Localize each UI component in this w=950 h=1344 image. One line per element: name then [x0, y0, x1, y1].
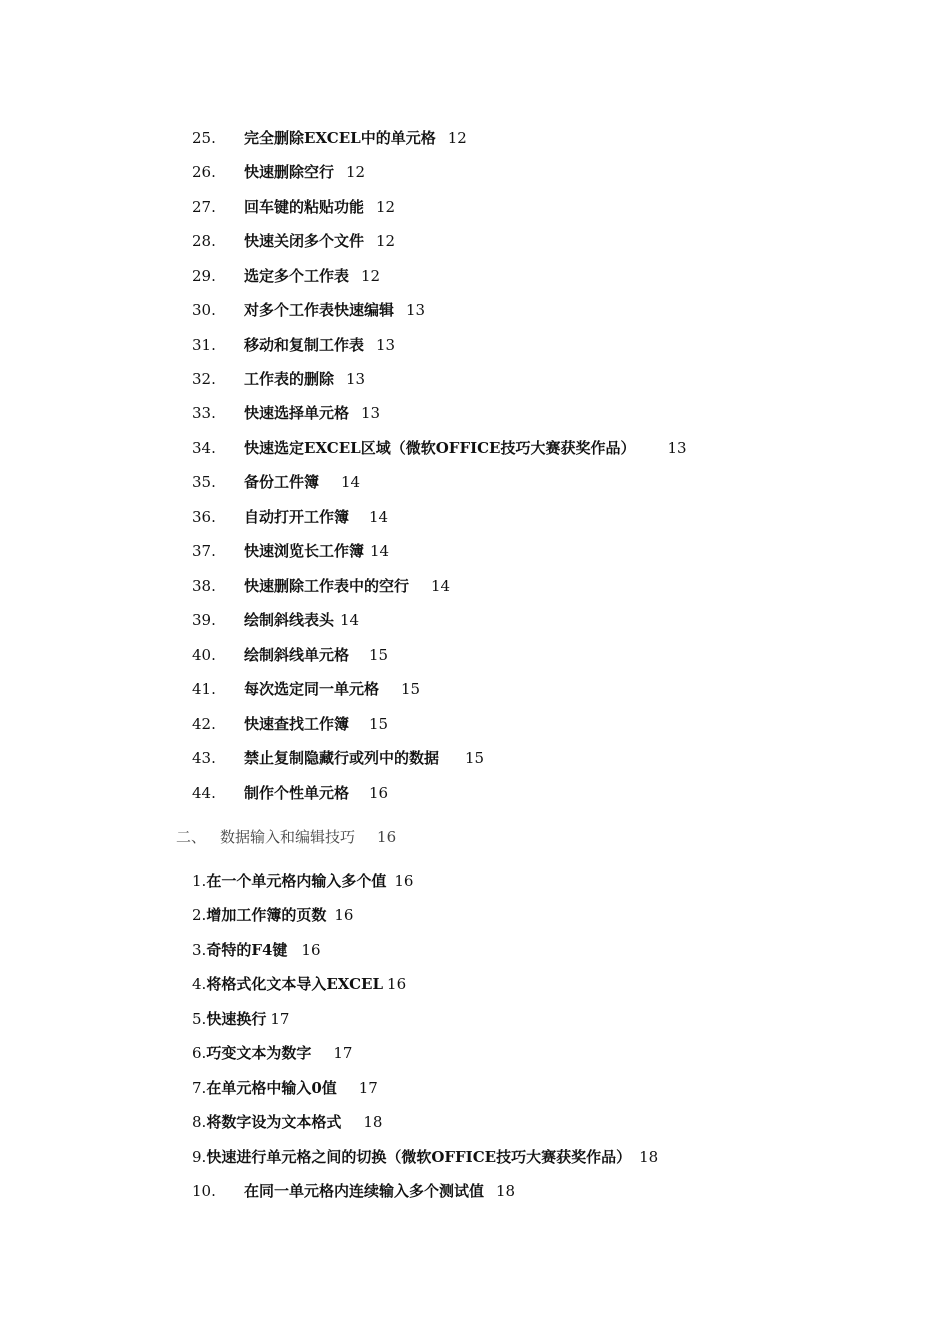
toc-entry-title: 快速选择单元格 [244, 404, 350, 422]
toc-entry-number: 5. [192, 1010, 207, 1028]
toc-entry-page: 13 [376, 336, 396, 354]
toc-entry-number: 35. [192, 473, 216, 491]
toc-entry-page: 14 [369, 508, 389, 526]
toc-entry [192, 781, 388, 805]
toc-entry-number: 43. [192, 749, 216, 767]
toc-entry-page: 12 [376, 232, 396, 250]
toc-entry-number: 4. [192, 975, 207, 993]
toc-entry-title: 快速关闭多个文件 [244, 232, 365, 250]
toc-entry-page: 12 [447, 129, 467, 147]
toc-entry-page: 18 [496, 1182, 516, 1200]
toc-entry [192, 264, 380, 288]
toc-entry-title: 移动和复制工作表 [244, 336, 365, 354]
toc-entry-title: 增加工作簿的页数 [206, 906, 327, 924]
toc-entry [192, 746, 484, 770]
toc-entry-page: 15 [465, 749, 485, 767]
toc-entry-number: 41. [192, 680, 216, 698]
toc-entry-page: 16 [301, 941, 321, 959]
toc-entry [192, 229, 395, 253]
toc-entry [192, 972, 406, 996]
toc-entry-title: 在一个单元格内输入多个值 [206, 872, 387, 890]
toc-entry [192, 1179, 515, 1203]
toc-entry [192, 643, 388, 667]
toc-entry-title: 将格式化文本导入EXCEL [206, 975, 384, 993]
toc-entry-page: 16 [394, 872, 414, 890]
toc-entry-title: 快速删除工作表中的空行 [244, 577, 410, 595]
toc-entry-title: 将数字设为文本格式 [206, 1113, 342, 1131]
toc-entry-title: 巧变文本为数字 [206, 1044, 312, 1062]
toc-entry-page: 17 [270, 1010, 290, 1028]
section-heading [176, 825, 396, 849]
toc-entry-number: 37. [192, 542, 216, 560]
toc-entry-page: 13 [361, 404, 381, 422]
toc-entry-title: 对多个工作表快速编辑 [244, 301, 395, 319]
toc-entry-title: 快速删除空行 [244, 163, 335, 181]
toc-entry-number: 9. [192, 1148, 207, 1166]
toc-entry-page: 17 [358, 1079, 378, 1097]
toc-entry [192, 470, 360, 494]
toc-entry-title: 制作个性单元格 [244, 784, 350, 802]
toc-entry-page: 18 [363, 1113, 383, 1131]
toc-entry-title: 在单元格中输入0值 [206, 1079, 337, 1097]
toc-entry-title: 快速选定EXCEL区域（微软OFFICE技巧大赛获奖作品） [244, 439, 636, 457]
toc-entry [192, 1007, 289, 1031]
toc-entry [192, 436, 687, 460]
toc-entry-number: 30. [192, 301, 216, 319]
toc-entry-title: 绘制斜线表头 [244, 611, 335, 629]
toc-entry-number: 42. [192, 715, 216, 733]
toc-entry-title: 快速换行 [206, 1010, 267, 1028]
toc-entry-page: 13 [346, 370, 366, 388]
toc-entry [192, 333, 395, 357]
toc-entry-number: 3. [192, 941, 207, 959]
toc-entry-title: 完全删除EXCEL中的单元格 [244, 129, 436, 147]
toc-entry [192, 505, 388, 529]
toc-entry [192, 160, 365, 184]
section-heading-number: 二、 [176, 828, 207, 846]
toc-entry-title: 在同一单元格内连续输入多个测试值 [244, 1182, 485, 1200]
toc-entry-number: 40. [192, 646, 216, 664]
toc-entry [192, 903, 353, 927]
toc-entry-page: 18 [639, 1148, 659, 1166]
toc-entry-number: 6. [192, 1044, 207, 1062]
toc-entry [192, 677, 420, 701]
toc-entry-page: 15 [369, 715, 389, 733]
toc-entry-title: 奇特的F4键 [206, 941, 288, 959]
toc-entry-number: 7. [192, 1079, 207, 1097]
toc-entry [192, 608, 359, 632]
toc-entry-page: 12 [376, 198, 396, 216]
toc-entry-page: 14 [370, 542, 390, 560]
toc-entry-title: 绘制斜线单元格 [244, 646, 350, 664]
toc-entry [192, 126, 467, 150]
toc-entry-number: 1. [192, 872, 207, 890]
toc-entry-title: 快速浏览长工作簿 [244, 542, 365, 560]
toc-entry [192, 712, 388, 736]
toc-entry-number: 33. [192, 404, 216, 422]
section-heading-title: 数据输入和编辑技巧 [220, 828, 356, 846]
toc-entry-number: 31. [192, 336, 216, 354]
toc-entry [192, 1076, 378, 1100]
toc-entry [192, 539, 389, 563]
toc-entry-number: 39. [192, 611, 216, 629]
toc-entry-number: 36. [192, 508, 216, 526]
toc-entry-page: 14 [340, 611, 360, 629]
toc-entry-page: 16 [334, 906, 354, 924]
toc-entry-title: 禁止复制隐藏行或列中的数据 [244, 749, 440, 767]
toc-entry-number: 2. [192, 906, 207, 924]
toc-entry-title: 选定多个工作表 [244, 267, 350, 285]
toc-entry-page: 14 [431, 577, 451, 595]
toc-entry-page: 16 [369, 784, 389, 802]
toc-entry-page: 13 [406, 301, 426, 319]
toc-entry-number: 32. [192, 370, 216, 388]
toc-entry-title: 工作表的删除 [244, 370, 335, 388]
toc-entry [192, 1041, 352, 1065]
toc-entry [192, 1145, 658, 1169]
toc-entry-page: 17 [333, 1044, 353, 1062]
section-heading-page: 16 [377, 828, 397, 846]
toc-entry-page: 12 [361, 267, 381, 285]
toc-entry-title: 快速进行单元格之间的切换（微软OFFICE技巧大赛获奖作品） [206, 1148, 632, 1166]
toc-entry-title: 每次选定同一单元格 [244, 680, 380, 698]
toc-entry-page: 16 [387, 975, 407, 993]
toc-entry-page: 12 [346, 163, 366, 181]
toc-entry [192, 869, 413, 893]
toc-entry-number: 10. [192, 1182, 216, 1200]
toc-entry-number: 25. [192, 129, 216, 147]
toc-entry-number: 44. [192, 784, 216, 802]
toc-entry [192, 298, 425, 322]
toc-entry-page: 13 [667, 439, 687, 457]
toc-entry-number: 27. [192, 198, 216, 216]
toc-entry [192, 401, 380, 425]
toc-entry-title: 备份工件簿 [244, 473, 320, 491]
toc-entry-number: 28. [192, 232, 216, 250]
toc-entry-number: 26. [192, 163, 216, 181]
toc-entry-number: 8. [192, 1113, 207, 1131]
toc-entry [192, 938, 321, 962]
toc-entry [192, 1110, 382, 1134]
toc-entry [192, 367, 365, 391]
toc-entry-page: 15 [401, 680, 421, 698]
toc-entry-number: 29. [192, 267, 216, 285]
toc-entry-page: 14 [341, 473, 361, 491]
toc-entry-title: 回车键的粘贴功能 [244, 198, 365, 216]
toc-entry-number: 34. [192, 439, 216, 457]
toc-entry-page: 15 [369, 646, 389, 664]
toc-entry-number: 38. [192, 577, 216, 595]
toc-entry-title: 自动打开工作簿 [244, 508, 350, 526]
toc-entry-title: 快速查找工作簿 [244, 715, 350, 733]
toc-entry [192, 574, 450, 598]
toc-entry [192, 195, 395, 219]
